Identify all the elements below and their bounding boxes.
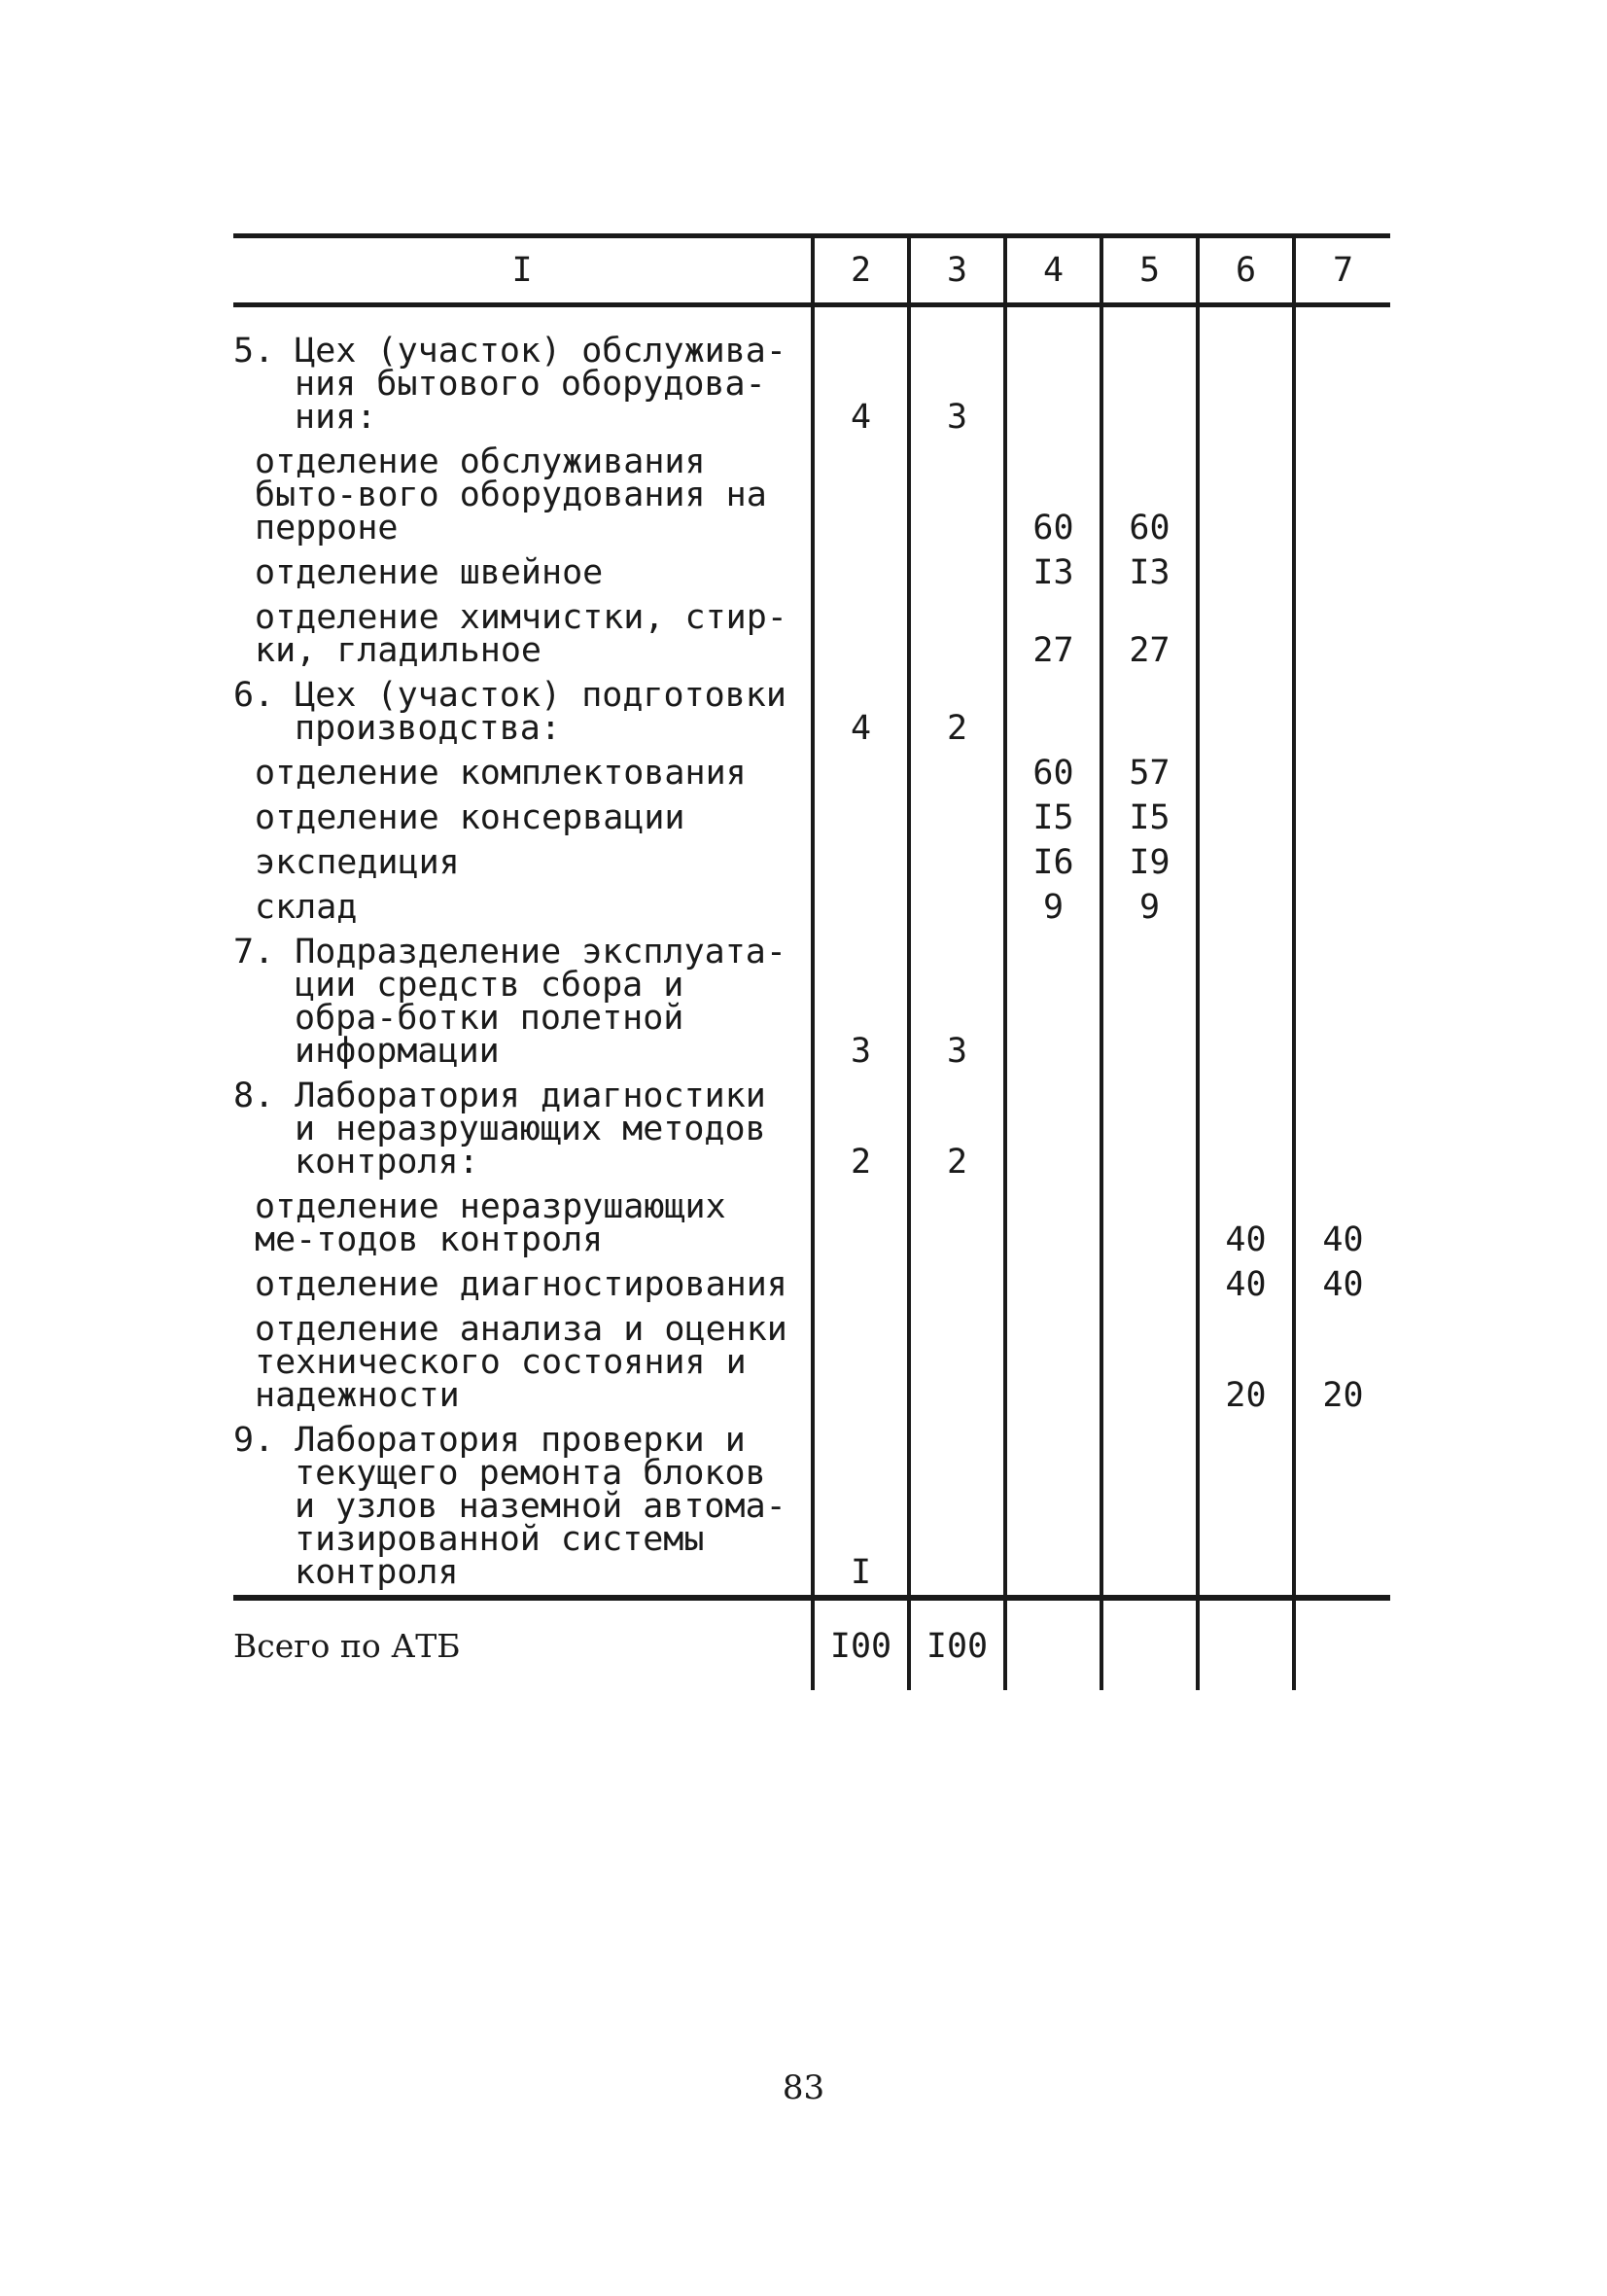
table-cell [1005,1417,1101,1598]
column-header: 7 [1294,236,1390,305]
table-row [233,884,1390,929]
table-cell: 3 [909,305,1005,440]
table-cell: 40 [1294,1261,1390,1306]
table-cell [1005,672,1101,750]
table-row [233,1306,1390,1417]
table-cell [1005,1183,1101,1261]
row-label: 6. Цех (участок) подготовки производства: [233,676,786,748]
table-cell: 2 [909,672,1005,750]
row-label: отделение неразрушающих ме-тодов контроля [255,1187,726,1259]
table-cell [1101,1183,1198,1261]
table-row [233,1073,1390,1183]
total-label: Всего по АТБ [233,1627,461,1665]
table-cell: I3 [1005,549,1101,594]
table-cell [1294,750,1390,795]
table-cell [813,1183,909,1261]
table-cell: 40 [1198,1261,1294,1306]
data-table [233,233,1390,1690]
table-cell [1294,929,1390,1073]
table-cell [1294,795,1390,839]
row-label: отделение анализа и оценки технического состояния и надежности [255,1310,787,1415]
row-label: отделение химчистки, стир-ки, гладильное [255,598,787,670]
table-cell [909,594,1005,672]
table-cell [1198,884,1294,929]
row-label: отделение швейное [255,553,604,592]
table-cell [1005,929,1101,1073]
table-row [233,594,1390,672]
table-cell [1294,594,1390,672]
table-cell [813,1306,909,1417]
table-cell [1101,1306,1198,1417]
table-cell [1101,1261,1198,1306]
table-cell [1101,929,1198,1073]
table-cell: 9 [1005,884,1101,929]
table-cell [909,1306,1005,1417]
table-cell [813,1261,909,1306]
table-cell: 2 [909,1073,1005,1183]
table-cell [813,594,909,672]
table-cell: I6 [1005,839,1101,884]
table-cell [1005,1073,1101,1183]
table-cell [1198,929,1294,1073]
table-cell: 3 [909,929,1005,1073]
table-row [233,305,1390,440]
table-cell: 4 [813,672,909,750]
table-row [233,549,1390,594]
table-cell: I5 [1005,795,1101,839]
row-label: отделение комплектования [255,754,747,793]
table-cell [813,439,909,549]
table-cell [1294,1417,1390,1598]
table-cell [909,1261,1005,1306]
total-cell [1005,1598,1101,1690]
table-cell: 9 [1101,884,1198,929]
table-cell: 57 [1101,750,1198,795]
table-cell [909,750,1005,795]
page-number: 83 [782,2068,825,2107]
table-cell [1198,549,1294,594]
table-cell [1294,1073,1390,1183]
table-cell: 2 [813,1073,909,1183]
table-cell [1294,884,1390,929]
table-row [233,439,1390,549]
table-cell [813,795,909,839]
row-label: 5. Цех (участок) обслужива-ния бытового оборудова-ния: [233,332,786,437]
table-cell [909,884,1005,929]
table-cell [1294,672,1390,750]
table-cell [909,1183,1005,1261]
table-cell: I9 [1101,839,1198,884]
column-header: 5 [1101,236,1198,305]
table-cell: I [813,1417,909,1598]
table-cell: 27 [1101,594,1198,672]
table-cell: 40 [1198,1183,1294,1261]
row-label: отделение диагностирования [255,1265,787,1304]
table-cell [813,750,909,795]
table-cell [1101,1417,1198,1598]
row-label: отделение консервации [255,798,685,837]
row-label: 8. Лаборатория диагностики и неразрушающих методов контроля: [233,1077,766,1182]
table-cell [1198,439,1294,549]
table-cell: 20 [1198,1306,1294,1417]
table-cell: 20 [1294,1306,1390,1417]
table-row [233,1261,1390,1306]
table-row [233,795,1390,839]
table-cell: 60 [1005,439,1101,549]
table-row [233,672,1390,750]
table-cell [1198,672,1294,750]
total-cell [1294,1598,1390,1690]
table-cell [1101,305,1198,440]
row-label: 7. Подразделение эксплуата-ции средств сбора и обра-ботки полетной информации [233,933,786,1071]
column-header: 3 [909,236,1005,305]
row-label: экспедиция [255,843,460,882]
table-row [233,1417,1390,1598]
table-row [233,1183,1390,1261]
table-cell: 4 [813,305,909,440]
table-cell [1198,305,1294,440]
column-header: I [233,236,813,305]
table-cell [1198,1417,1294,1598]
table-cell [1294,839,1390,884]
column-header: 4 [1005,236,1101,305]
column-header: 6 [1198,236,1294,305]
table-cell [1294,439,1390,549]
row-label: 9. Лаборатория проверки и текущего ремонта блоков и узлов наземной автома-тизированной системы контроля [233,1417,813,1598]
table-cell: 60 [1101,439,1198,549]
table-cell [1101,1073,1198,1183]
table-cell [1198,594,1294,672]
table-cell [909,549,1005,594]
table-cell [1198,750,1294,795]
header-row [233,236,1390,305]
table-cell [1294,549,1390,594]
table-cell [813,549,909,594]
table-row [233,750,1390,795]
table-cell [1198,1073,1294,1183]
table-cell: 40 [1294,1183,1390,1261]
table-cell [909,839,1005,884]
table-cell: I5 [1101,795,1198,839]
table-cell [1005,1261,1101,1306]
total-cell [1101,1598,1198,1690]
total-row [233,1598,1390,1690]
total-cell [1198,1598,1294,1690]
table-cell [1005,305,1101,440]
row-label: склад [255,888,358,927]
table-cell: I3 [1101,549,1198,594]
table-cell [909,1417,1005,1598]
row-label: отделение обслуживания быто-вого оборудования на перроне [255,442,767,548]
table-cell [909,795,1005,839]
table-row [233,929,1390,1073]
table-cell [909,439,1005,549]
table-cell: 60 [1005,750,1101,795]
table-cell: 27 [1005,594,1101,672]
table-cell [813,884,909,929]
total-cell: I00 [813,1598,909,1690]
table-row [233,839,1390,884]
table-cell [1005,1306,1101,1417]
table-cell [1198,839,1294,884]
table-cell [1198,795,1294,839]
total-cell: I00 [909,1598,1005,1690]
table-cell [1294,305,1390,440]
table-cell: 3 [813,929,909,1073]
table-cell [1101,672,1198,750]
table-cell [813,839,909,884]
column-header: 2 [813,236,909,305]
